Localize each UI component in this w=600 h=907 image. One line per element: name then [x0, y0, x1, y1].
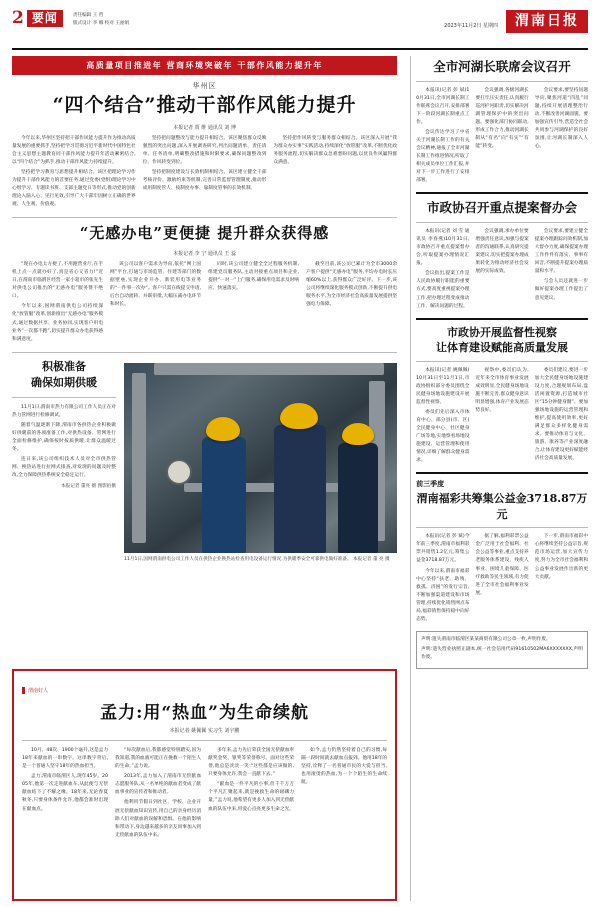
lottery-tag: 前三季度 — [416, 479, 445, 489]
boxed-col-3 — [208, 747, 294, 842]
paragraph: 会议传达学习了中省关于河湖长制工作的有关会议精神,通报了全市河湖长制工作推进情况,听取了相关成员单位工作汇报,并对下一步工作进行了安排部署。 — [416, 129, 470, 184]
article2-headline: “无感办电”更便捷 提升群众获得感 — [79, 224, 330, 243]
divider — [416, 192, 588, 194]
vertical-divider — [410, 56, 411, 901]
paragraph: 孟力,渭南市临渭区人,现年45岁。2005年,他第一次走进献血车,从此便与无偿献血结下了不解之缘。18年来,无论春夏秋冬,只要身体条件允许,他都会准时出现在献血点。 — [22, 774, 109, 812]
photo-credit: 本报记者 董亮 摄 图影拍摄 — [61, 484, 116, 490]
paragraph: 与会人员还就进一步做好提案办理工作提出了意见建议。 — [534, 279, 589, 301]
right-region — [416, 56, 588, 901]
paragraph: 委员们先后深入市体育中心、部分县(市、区)全民健身中心、社区健身广场等地,实地察看场地设施建设、运营管理和使用情况,详细了解群众健身需求。 — [416, 409, 470, 464]
paragraph: 委员们建议,要进一步加大全民健身场地设施建设力度,合理规划布局,盘活闲置资源,打造城市社区“15分钟健身圈”。要加强场地设施的运营管理和维护,提高使用效率,更好满足群众多样化健身需求。要推动体育与文化、旅游、康养等产业深度融合,让体育建设更好赋能经济社会高质量发展。 — [534, 367, 589, 462]
divider — [22, 740, 387, 741]
divider — [12, 217, 397, 218]
right-article3-col-1 — [416, 367, 469, 468]
paragraph: 会议要求,要建立健全提案办理跟踪问效机制,加大督办力度,确保提案办理工作件件有落实、事事有回音,不断提升提案办理质量和水平。 — [534, 228, 589, 275]
boxed-col-1 — [22, 747, 108, 842]
article1-body — [12, 135, 397, 212]
article1-byline: 本报记者 贾 维 通讯员 刘 博 — [173, 124, 237, 131]
editor-credits — [73, 12, 129, 28]
paragraph: 同时,该公司建立健全全过程服务机制,组建党员服务队,主动对接重点项目和企业,提供“一对一”上门服务,确保用电需求及时响应、快速落实。 — [208, 261, 300, 292]
article2-body — [12, 261, 397, 346]
paragraph: “现在办电太方便了,不用跑营业厅,在手机上点一点就办好了,真是省心又省力!”近日,在渭南市临渭区经营一家小超市的张先生对供电公司推出的“无感办电”服务赞不绝口。 — [12, 261, 104, 300]
right-article3-headline: 市政协开展监督性视察 让体育建设赋能高质量发展 — [436, 325, 569, 355]
page-number: 2 — [12, 8, 24, 28]
right-article2-body — [416, 228, 588, 313]
paragraph: 视察中,委员们认为,近年来全市体育事业发展成效明显,全民健身场地设施不断完善,群众健身意识明显增强,体育产业发展态势良好。 — [475, 367, 529, 413]
paragraph: 截至目前,该公司已累计为全市3000余户客户提供“无感办电”服务,平均办电时长压缩60%以上,获得群众广泛好评。下一步,该公司将继续深化服务模式创新,不断提升供电服务水平,为全市经济社会高质量发展提供坚强电力保障。 — [306, 261, 398, 308]
boxed-article-tag: 渭南好人 — [22, 687, 48, 694]
paragraph: 今年以来,华州区坚持把干部作风能力提升作为推动高质量发展的重要抓手,坚持把学习贯彻习近平新时代中国特色社会主义思想主题教育同干部作风能力提升年活动紧密结合,以“四个结合”为抓手,推动干部作风能力持续提升。 — [12, 135, 136, 165]
paragraph: 会议指出,提案工作是人民政协履行职能的重要方式,要高度重视提案办理工作,把办理过程变成推动工作、解决问题的过程。 — [416, 271, 470, 309]
paragraph: 会议强调,承办单位要增强责任意识,加强与提案者的沟通联系,认真研究提案建议,切实把提案办理成果转化为推动经济社会发展的实际成效。 — [475, 228, 529, 275]
publication-date: 2023年11月2日 星期四 — [444, 23, 498, 29]
lottery-col-3 — [535, 533, 588, 626]
right-article3-col-3 — [535, 367, 588, 468]
paragraph: “献血是一件平凡的小事,但千千万万个平凡汇聚起来,就是挽救生命的磅礴力量。”孟力说,他希望有更多人加入到无偿献血的队伍中来,用爱心点亮更多生命之光。 — [208, 782, 295, 812]
right-article2-headline: 市政协召开重点提案督办会 — [427, 200, 578, 216]
featured-boxed-article — [12, 669, 397, 901]
paragraph: 本报讯(记者 姚佩佩)10月31日至11月1日,市政协组织部分委员围绕全民健身场地设施建设开展监督性视察。 — [416, 367, 470, 405]
paragraph: 坚持把制度建设与长效机制相结合。该区建立健全干部考核评价、激励约束等机制,完善日常监督管理制度,推动形成用制度管人、按制度办事、靠制度管事的长效机制。 — [142, 170, 267, 192]
paragraph: 会议要求,要坚持问题导向,聚焦河道“四乱”问题,持续开展清理整治行动,不断改善河湖面貌。要加强宣传引导,营造全社会共同参与河湖保护的良好氛围,让河湖长制深入人心。 — [534, 87, 589, 150]
paragraph: 今年以来,渭南市福彩中心坚持“扶老、助残、救孤、济困”的发行宗旨,不断加强渠道建设和市场管理,持续优化销售网点布局,福彩销售保持稳中向好态势。 — [416, 568, 470, 622]
article2-col-3 — [208, 261, 299, 346]
paragraph: “每次献血后,我都感觉特别踏实,因为我知道,我的血液可能正在挽救一个陌生人的生命。”孟力说。 — [115, 748, 202, 770]
lottery-col-1 — [416, 533, 469, 626]
divider — [416, 472, 588, 474]
paragraph: 本报讯(记者 彭 斌)10月31日,全市河湖长制工作联席会议召开,安排部署下一阶段河湖长制重点工作。 — [416, 87, 470, 125]
right-article1-body — [416, 87, 588, 188]
right-article2-col-3 — [535, 228, 588, 313]
divider — [12, 397, 116, 398]
divider — [416, 318, 588, 320]
article2-byline: 本报记者 李 宁 通讯员 王 蕊 — [173, 250, 237, 257]
right-article1-col-1 — [416, 87, 469, 188]
article1-col-2 — [143, 135, 267, 212]
paragraph: 如今,孟力仍然坚持着自己的习惯,每隔一段时间就去献血点报到。他用18年的坚持,诠释了一名普通市民的大爱与担当,也用滚烫的热血,为一个个陌生的生命续航。 — [301, 748, 388, 786]
ad-notice: 声明:遗失营业执照正副本,统一社会信用代码91610502MA6XXXXXXX,声明作废。 — [421, 647, 583, 661]
paragraph: 该公司以客户需求为导向,依托“网上国网”平台,打通与市场监管、住建等部门的数据壁垒,实现企业开办、新装用电等业务的“一件事一次办”。客户只需在线提交申请,后台自动流转、并联审批,大幅压减办电环节和时长。 — [110, 261, 202, 308]
right-article2-col-2 — [475, 228, 528, 313]
campaign-banner: 高质量项目推进年 营商环境突破年 干部作风能力提升年 — [12, 56, 397, 75]
paragraph: 2013年,孟力加入了渭南市无偿献血志愿服务队,从一名单纯的献血者变成了献血事业的宣传者和推动者。 — [115, 774, 202, 796]
article2-col-1 — [12, 261, 103, 346]
right-article3-col-2 — [475, 367, 528, 468]
photo-caption: 11月1日,国网渭南供电公司工作人员在供热企业换热站检查用电设备运行情况,为供暖季安全可靠供电做好准备。 本报记者 董 亮 摄 — [124, 556, 390, 562]
article1-col-3 — [273, 135, 397, 212]
lottery-body — [416, 533, 588, 626]
paragraph: 今年以来,国网渭南供电公司持续深化“放管服”改革,创新推出“无感办电”服务模式,通过数据共享、业务协同,实现客户用电业务“一次都不跑”,切实提升群众办电获得感和满意度。 — [12, 304, 104, 342]
paragraph: 下一步,渭南市福彩中心将继续坚持公益宗旨,规范市场运营,加大宣传力度,努力为全市社会福利和公益事业发展作出新的更大贡献。 — [534, 534, 589, 580]
paragraph: 连日来,该公司组织技术人员对全市供热管网、换热站进行拉网式排查,对发现的问题及时整改,全力保障供热系统安全稳定运行。 — [12, 457, 116, 479]
divider — [12, 352, 397, 353]
ad-notice: 声明:遗失渭南市临渭区某某商贸有限公司公章一枚,声明作废。 — [421, 637, 551, 643]
divider — [416, 81, 588, 82]
boxed-col-2 — [115, 747, 201, 842]
paragraph: 坚持把作风转变与服务群众相结合。该区深入开展“我为群众办实事”实践活动,持续深化“放管服”改革,不断优化政务服务流程,切实解决群众急难愁盼问题,以优良作风赢得群众满意。 — [273, 135, 398, 165]
paragraph: 他利用节假日到社区、学校、企业开展无偿献血知识宣传,用自己的亲身经历消除人们对献血的误解和恐惧。在他的影响和带动下,身边越来越多的亲友同事加入到无偿献血的队伍中来。 — [115, 800, 202, 838]
photo-feature-text — [12, 359, 116, 563]
paragraph: 据了解,福利彩票公益金广泛用于社会福利、社会公益等事业,重点支持养老服务体系建设、残疾人事业、困境儿童保障、医疗救助等民生领域,有力促进了全市社会福利事业发展。 — [475, 534, 529, 596]
article2-col-2 — [110, 261, 201, 346]
boxed-col-4 — [301, 747, 387, 842]
divider — [416, 527, 588, 528]
article1-col-1 — [12, 135, 136, 212]
paragraph: 10月、48次、1900个毫升,这是孟力18年来献血的一串数字。这串数字背后,是一个普通人坚守18年的热血担当。 — [22, 748, 109, 770]
paragraph: 多年来,孟力先后荣获全国无偿献血奉献奖金奖、银奖等荣誉称号。面对这些荣誉,他总是淡淡一笑:“这些都是应该做的,只要身体允许,我会一直献下去。” — [208, 748, 295, 778]
article2-col-4 — [306, 261, 397, 346]
article1-kicker: 华州区 — [192, 82, 217, 90]
paragraph: 随着气温逐渐下降,渭南市各供热企业积极做好供暖前的各项准备工作,对供热设备、管网进行全面检修维护,确保按时按质供暖,让群众温暖过冬。 — [12, 422, 116, 452]
editor-line-1: 责任编辑 王 哲 — [72, 13, 104, 18]
paragraph: 坚持把学习教育与思想提升相结合。该区把理论学习作为提升干部作风能力的首要任务,通过党委(党组)理论学习中心组学习、专题读书班、支部主题党日等形式,推动党的创新理论入脑入心、见行见效,引导广大干部牢固树立正确的世界观、人生观、价值观。 — [12, 170, 136, 208]
paragraph: 11月1日,渭南市热力有限公司工作人员正在对热力管网进行检修调试。 — [12, 404, 116, 418]
right-article1-col-2 — [475, 87, 528, 188]
right-article1-col-3 — [535, 87, 588, 188]
boxed-article-title: 孟力:用“热血”为生命续航 — [100, 703, 309, 723]
paragraph: 会议强调,各级河湖长要扛牢压实责任,认真履行巡河护河职责,切实解决河湖管理保护中的突出问题。要强化部门协同联动,形成工作合力,推动河湖长制从“有名”向“有实”“有能”转变。 — [475, 87, 529, 150]
right-article3-body — [416, 367, 588, 468]
photo-feature-headline: 积极准备 确保如期供暖 — [31, 359, 97, 389]
boxed-article-body — [22, 747, 387, 842]
section-name: 要闻 — [27, 10, 63, 27]
paragraph: 本报讯(记者 彭 斌)今年前三季度,渭南市福利彩票共销售1.2亿元,筹集公益金3718.87万元。 — [416, 534, 470, 564]
editor-line-2: 版式设计 李 娜 校对 王丽娟 — [72, 20, 130, 26]
paper-logo: 渭南日报 — [506, 10, 588, 33]
boxed-article-byline: 本报记者 姚佩佩 实习生 刘宇鹏 — [169, 728, 240, 734]
article1-headline: “四个结合”推动干部作风能力提升 — [52, 94, 357, 116]
divider — [416, 222, 588, 223]
paragraph: 坚持把问题整改与能力提升相结合。该区聚焦群众反映强烈的突出问题,深入开展调查研究,列出问题清单、责任清单、任务清单,明确整改措施和时限要求,确保问题整改到位、作风转变到位。 — [142, 135, 267, 165]
paragraph: 本报讯(记者 刘 雪 通讯员 李春燕)10月31日,市政协召开重点提案督办会,听取提案办理情况汇报。 — [416, 228, 470, 267]
lottery-headline: 渭南福彩共筹集公益金3718.87万元 — [416, 492, 588, 521]
left-region — [12, 56, 405, 901]
page-columns — [12, 56, 588, 901]
lottery-col-2 — [475, 533, 528, 626]
masthead — [12, 10, 588, 50]
right-article2-col-1 — [416, 228, 469, 313]
divider — [416, 361, 588, 362]
photo-feature — [12, 359, 397, 563]
news-photo — [124, 363, 397, 553]
right-article1-headline: 全市河湖长联席会议召开 — [433, 59, 571, 74]
photo-wrapper — [124, 363, 397, 563]
classified-ads — [416, 631, 588, 669]
